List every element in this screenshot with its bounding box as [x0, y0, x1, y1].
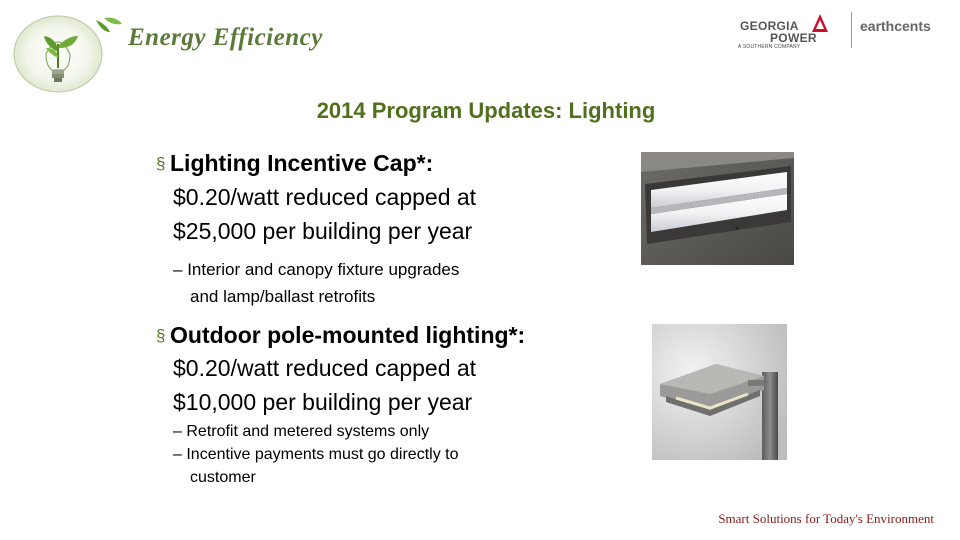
slide-title: 2014 Program Updates: Lighting [316, 98, 656, 123]
pole-light-photo [652, 324, 787, 460]
dash-icon: – [173, 423, 182, 440]
logo-georgia-text: GEORGIA [740, 19, 799, 33]
ceiling-light-photo [641, 152, 794, 265]
bullet-body-line: $0.20/watt reduced capped at [173, 184, 477, 210]
sub-bullet-line: and lamp/ballast retrofits [190, 287, 376, 306]
bullet-body-line: $10,000 per building per year [173, 389, 473, 415]
logo-earthcents: earthcents [860, 18, 931, 34]
dash-icon: – [173, 446, 182, 463]
lightbulb-plant-icon [6, 10, 124, 100]
logo-divider [851, 12, 852, 48]
bullet-icon: § [156, 326, 166, 345]
bullet-body-line: $0.20/watt reduced capped at [173, 355, 477, 381]
dash-icon: – [173, 260, 183, 279]
bullet-heading: § Outdoor pole-mounted lighting*: [156, 318, 525, 353]
sub-bullet: – Retrofit and metered systems only [173, 423, 430, 440]
bullet-body-line: $25,000 per building per year [173, 218, 473, 244]
logo-subtext: A SOUTHERN COMPANY [738, 44, 801, 50]
sub-bullet-line: customer [190, 469, 256, 486]
bullet-icon: § [156, 154, 166, 173]
program-logo-title: Energy Efficiency [128, 24, 323, 51]
sub-bullet: – Interior and canopy fixture upgrades [173, 260, 460, 279]
logo-power-text: POWER [770, 31, 817, 45]
bullet-heading: § Lighting Incentive Cap*: [156, 146, 433, 181]
sub-bullet: – Incentive payments must go directly to [173, 446, 459, 463]
footer-tagline: Smart Solutions for Today's Environment [718, 511, 934, 526]
